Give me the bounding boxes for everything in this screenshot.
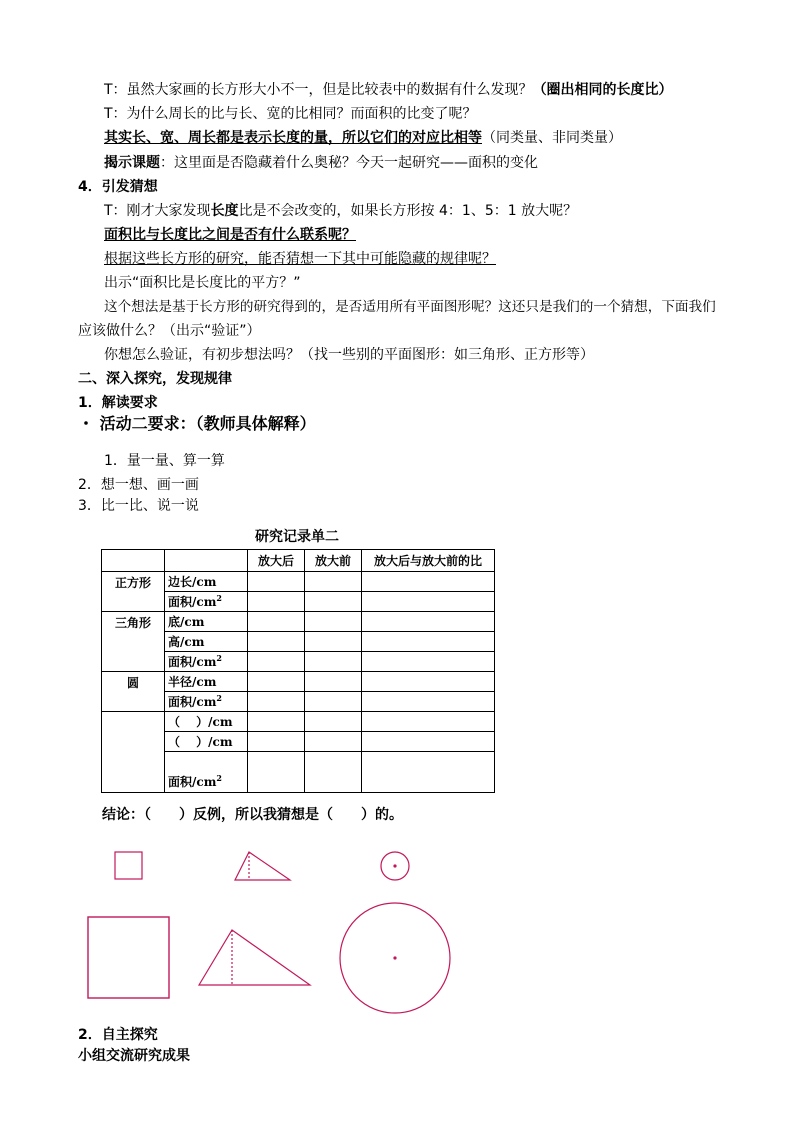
header-before: 放大前 bbox=[305, 550, 362, 572]
large-triangle bbox=[199, 930, 310, 985]
sup-2: 2 bbox=[216, 653, 222, 663]
row-blank-label: （ ）/cm bbox=[165, 712, 248, 732]
large-square bbox=[88, 917, 169, 998]
group-square: 正方形 bbox=[102, 572, 165, 612]
row-side-label: 边长/cm bbox=[165, 572, 248, 592]
row-base-label: 底/cm bbox=[165, 612, 248, 632]
intro-line-3-bold: 其实长、宽、周长都是表示长度的量，所以它们的对应比相等 bbox=[104, 130, 482, 146]
intro-line-4-tail: ：这里面是否隐藏着什么奥秘？今天一起研究——面积的变化 bbox=[160, 155, 538, 171]
group-share: 小组交流研究成果 bbox=[78, 1048, 190, 1064]
activity-requirement: ・ 活动二要求：（教师具体解释） bbox=[78, 414, 316, 433]
large-circle-center bbox=[394, 957, 396, 959]
intro-line-2: T：为什么周长的比与长、宽的比相同？而面积的比变了呢？ bbox=[104, 106, 477, 122]
sup-2: 2 bbox=[216, 593, 222, 603]
part2-heading: 二、深入探究，发现规律 bbox=[78, 371, 232, 387]
guess-line-4: 出示“面积比是长度比的平方？” bbox=[104, 275, 301, 291]
guess-line-1-a: T：刚才大家发现 bbox=[104, 203, 211, 219]
area-unit: 面积/cm bbox=[168, 655, 217, 669]
group-circle: 圆 bbox=[102, 672, 165, 712]
part2-sub1: 1．解读要求 bbox=[78, 395, 158, 411]
conclusion: 结论：（ ）反例，所以我猜想是（ ）的。 bbox=[102, 807, 403, 823]
small-square bbox=[115, 852, 142, 879]
sup-2: 2 bbox=[216, 693, 222, 703]
row-radius-label: 半径/cm bbox=[165, 672, 248, 692]
guess-line-2: 面积比与长度比之间是否有什么联系呢？ bbox=[104, 227, 356, 243]
area-unit: 面积/cm bbox=[168, 595, 217, 609]
step-1: 1．量一量、算一算 bbox=[104, 453, 225, 469]
step-2: 2．想一想、画一画 bbox=[78, 477, 199, 493]
guess-line-6: 应该做什么？（出示“验证”） bbox=[78, 323, 261, 339]
header-after: 放大后 bbox=[248, 550, 305, 572]
header-ratio: 放大后与放大前的比 bbox=[362, 550, 495, 572]
intro-line-3-tail: （同类量、非同类量） bbox=[482, 130, 622, 146]
reveal-topic-label: 揭示课题 bbox=[104, 155, 160, 171]
group-triangle: 三角形 bbox=[102, 612, 165, 672]
row-height-label: 高/cm bbox=[165, 632, 248, 652]
part2-sub2: 2．自主探究 bbox=[78, 1027, 158, 1043]
guess-line-3: 根据这些长方形的研究，能否猜想一下其中可能隐藏的规律呢？ bbox=[104, 251, 496, 267]
guess-heading: 4．引发猜想 bbox=[78, 179, 158, 195]
step-3: 3．比一比、说一说 bbox=[78, 498, 199, 514]
intro-line-1-bold: （圈出相同的长度比） bbox=[532, 82, 673, 98]
small-triangle bbox=[235, 852, 290, 880]
small-circle-center bbox=[394, 865, 396, 867]
guess-line-5: 这个想法是基于长方形的研究得到的，是否适用所有平面图形呢？这还只是我们的一个猜想，下面我们 bbox=[104, 299, 716, 315]
row-blank-label: （ ）/cm bbox=[165, 732, 248, 752]
table-title: 研究记录单二 bbox=[255, 529, 339, 545]
area-unit: 面积/cm bbox=[168, 775, 217, 789]
sup-2: 2 bbox=[216, 773, 222, 783]
guess-line-1-b: 长度 bbox=[210, 203, 239, 219]
guess-line-7: 你想怎么验证，有初步想法吗？（找一些别的平面图形：如三角形、正方形等） bbox=[104, 347, 594, 363]
guess-line-1-c: 比是不会改变的，如果长方形按 4：1、5：1 放大呢？ bbox=[238, 203, 578, 219]
intro-line-1-text: T：虽然大家画的长方形大小不一，但是比较表中的数据有什么发现？ bbox=[104, 82, 533, 98]
area-unit: 面积/cm bbox=[168, 695, 217, 709]
